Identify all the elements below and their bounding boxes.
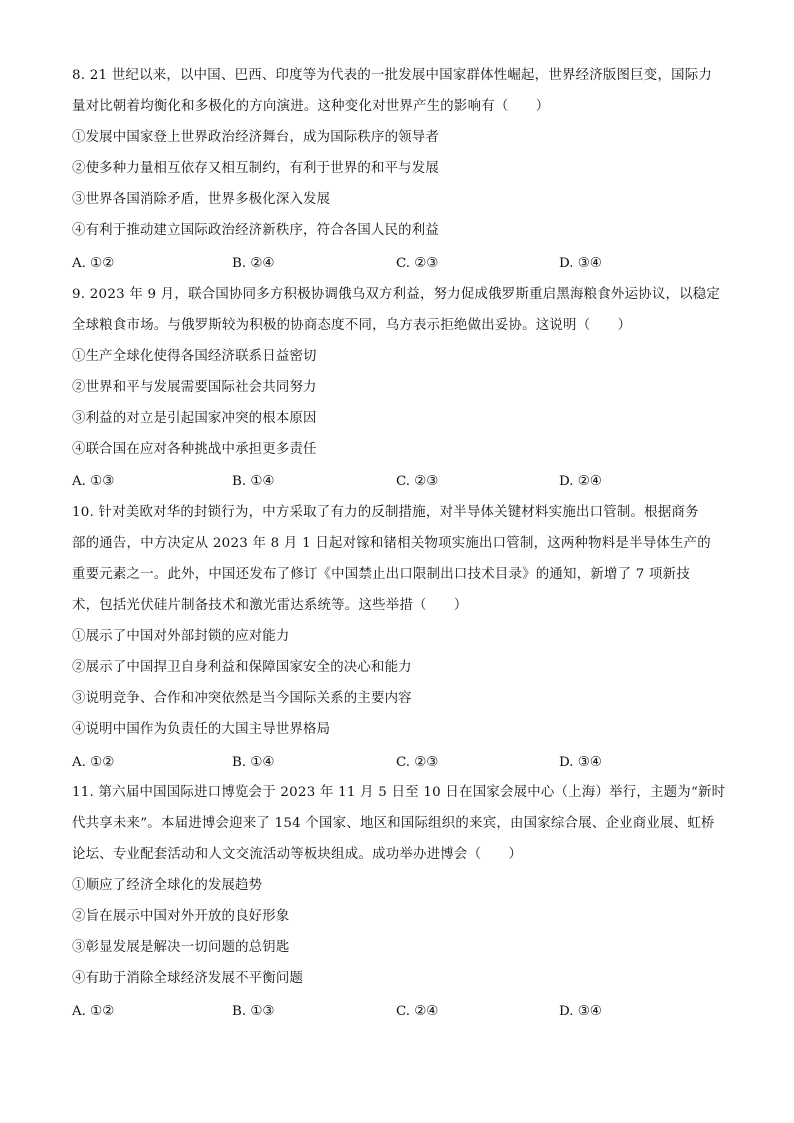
question-9-choice-b: B. ①④ xyxy=(232,474,275,489)
question-9-stem-line-1: 9. 2023 年 9 月，联合国协同多方积极协调俄乌双方利益，努力促成俄罗斯重启黑海粮食外运协议，以稳定 xyxy=(72,287,721,302)
question-8-choice-a: A. ①② xyxy=(72,256,115,271)
question-11-stem-line-2: 代共享未来”。本届进博会迎来了 154 个国家、地区和国际组织的来宾，由国家综合展、企业商业展、虹桥 xyxy=(72,816,715,831)
question-9-choice-c: C. ②③ xyxy=(396,474,439,489)
question-8-stem-line-2: 量对比朝着均衡化和多极化的方向演进。这种变化对世界产生的影响有（ ） xyxy=(72,99,550,114)
question-9-option-1: ①生产全球化使得各国经济联系日益密切 xyxy=(72,349,317,364)
question-8-choice-d: D. ③④ xyxy=(559,256,602,271)
question-9-option-2: ②世界和平与发展需要国际社会共同努力 xyxy=(72,380,317,395)
question-10-choice-c: C. ②③ xyxy=(396,755,439,770)
question-10-option-4: ④说明中国作为负责任的大国主导世界格局 xyxy=(72,722,331,737)
question-11-stem-line-1: 11. 第六届中国国际进口博览会于 2023 年 11 月 5 日至 10 日在国家会展中心（上海）举行，主题为“新时 xyxy=(72,785,726,800)
question-10-option-1: ①展示了中国对外部封锁的应对能力 xyxy=(72,629,290,644)
question-11-choice-d: D. ③④ xyxy=(559,1004,602,1019)
question-9-stem-line-2: 全球粮食市场。与俄罗斯较为积极的协商态度不同，乌方表示拒绝做出妥协。这说明（ ） xyxy=(72,318,632,333)
question-11-option-3: ③彰显发展是解决一切问题的总钥匙 xyxy=(72,940,290,955)
question-10-option-2: ②展示了中国捍卫自身利益和保障国家安全的决心和能力 xyxy=(72,660,412,675)
question-11-stem-line-3: 论坛、专业配套活动和人文交流活动等板块组成。成功举办进博会（ ） xyxy=(72,847,523,862)
question-8-choice-b: B. ②④ xyxy=(232,256,275,271)
question-9-option-3: ③利益的对立是引起国家冲突的根本原因 xyxy=(72,411,317,426)
question-8-option-4: ④有利于推动建立国际政治经济新秩序，符合各国人民的利益 xyxy=(72,223,439,238)
question-11-option-2: ②旨在展示中国对外开放的良好形象 xyxy=(72,909,290,924)
question-10-choice-b: B. ①④ xyxy=(232,755,275,770)
question-9-choice-a: A. ①③ xyxy=(72,474,115,489)
question-10-stem-line-2: 部的通告，中方决定从 2023 年 8 月 1 日起对镓和锗相关物项实施出口管制，这两种物料是半导体生产的 xyxy=(72,536,711,551)
question-11-option-1: ①顺应了经济全球化的发展趋势 xyxy=(72,878,263,893)
question-11-choice-a: A. ①② xyxy=(72,1004,115,1019)
question-10-option-3: ③说明竞争、合作和冲突依然是当今国际关系的主要内容 xyxy=(72,691,412,706)
question-11-choice-b: B. ①③ xyxy=(232,1004,275,1019)
question-8-option-3: ③世界各国消除矛盾，世界多极化深入发展 xyxy=(72,192,331,207)
question-10-stem-line-4: 术，包括光伏硅片制备技术和激光雷达系统等。这些举措（ ） xyxy=(72,598,468,613)
question-10-stem-line-1: 10. 针对美欧对华的封锁行为，中方采取了有力的反制措施，对半导体关键材料实施出口管制。根据商务 xyxy=(72,505,699,520)
question-10-choice-a: A. ①② xyxy=(72,755,115,770)
question-8-option-1: ①发展中国家登上世界政治经济舞台，成为国际秩序的领导者 xyxy=(72,130,439,145)
question-9-option-4: ④联合国在应对各种挑战中承担更多责任 xyxy=(72,442,317,457)
question-11-choice-c: C. ②④ xyxy=(396,1004,439,1019)
question-10-choice-d: D. ③④ xyxy=(559,755,602,770)
question-9-choice-d: D. ②④ xyxy=(559,474,602,489)
question-8-choice-c: C. ②③ xyxy=(396,256,439,271)
question-8-option-2: ②使多种力量相互依存又相互制约，有利于世界的和平与发展 xyxy=(72,161,439,176)
question-11-option-4: ④有助于消除全球经济发展不平衡问题 xyxy=(72,971,304,986)
question-10-stem-line-3: 重要元素之一。此外，中国还发布了修订《中国禁止出口限制出口技术目录》的通知，新增了 7 项新技 xyxy=(72,567,690,582)
question-8-stem-line-1: 8. 21 世纪以来，以中国、巴西、印度等为代表的一批发展中国家群体性崛起，世界经济版图巨变，国际力 xyxy=(72,68,713,83)
